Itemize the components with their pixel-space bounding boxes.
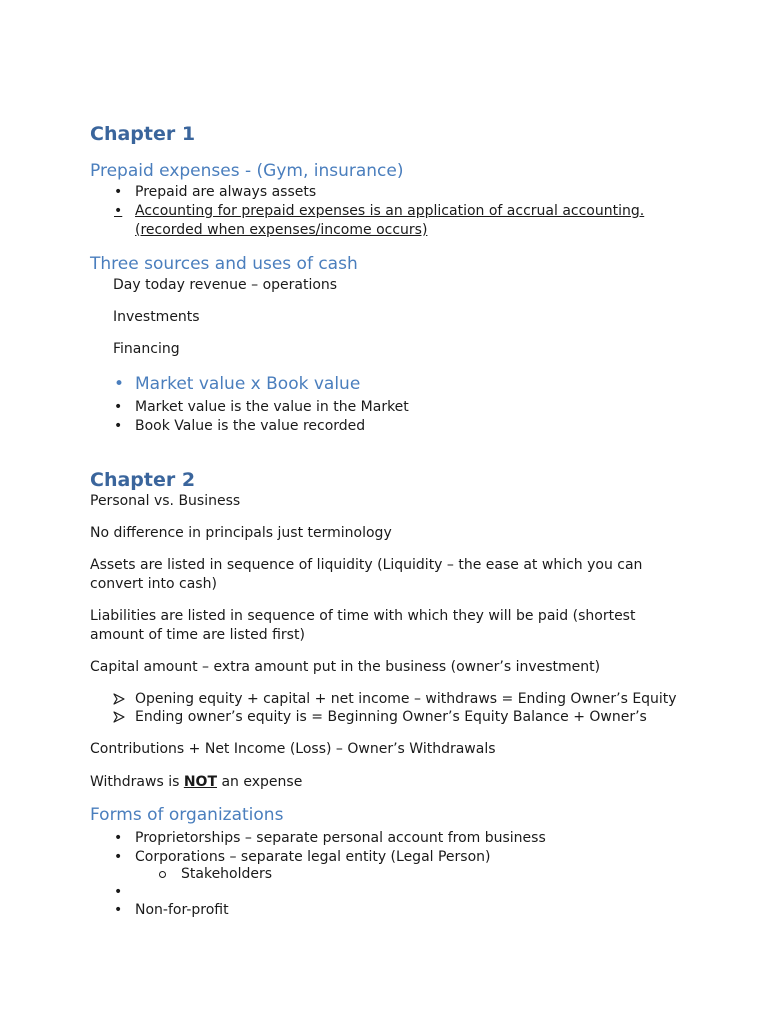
bullet: • xyxy=(114,184,123,200)
market-heading: Market value x Book value xyxy=(135,374,361,394)
arrow-bullet-icon xyxy=(113,693,125,705)
bullet: • xyxy=(114,418,123,434)
prepaid-heading: Prepaid expenses - (Gym, insurance) xyxy=(90,161,404,181)
forms-sub-item-stakeholders: Stakeholders xyxy=(181,866,273,882)
withdraws-pre: Withdraws is xyxy=(90,774,184,790)
sub-bullet-icon xyxy=(159,871,166,878)
line-assets: Assets are listed in sequence of liquidity (Liquidity – the ease at which you can xyxy=(90,557,643,573)
bullet: • xyxy=(114,203,123,219)
bullet: • xyxy=(114,849,123,865)
line-capital: Capital amount – extra amount put in the business (owner’s investment) xyxy=(90,659,601,675)
bullet: • xyxy=(114,374,125,394)
cash-heading: Three sources and uses of cash xyxy=(90,254,358,274)
bullet: • xyxy=(114,902,123,918)
bullet: • xyxy=(114,399,123,415)
forms-item-proprietorships: Proprietorships – separate personal account from business xyxy=(135,830,546,846)
prepaid-item-2-cont: (recorded when expenses/income occurs) xyxy=(135,222,428,238)
bullet: • xyxy=(114,884,123,900)
line-no-difference: No difference in principals just terminology xyxy=(90,525,392,541)
cash-line-financing: Financing xyxy=(113,341,180,357)
cash-line-investments: Investments xyxy=(113,309,200,325)
arrow-bullet-icon xyxy=(113,711,125,723)
forms-item-nonprofit: Non-for-profit xyxy=(135,902,229,918)
market-item-2: Book Value is the value recorded xyxy=(135,418,366,434)
prepaid-item-2: Accounting for prepaid expenses is an application of accrual accounting. xyxy=(135,203,645,219)
line-withdraws xyxy=(90,773,302,791)
line-personal-business: Personal vs. Business xyxy=(90,493,241,509)
equity-formula-2: Ending owner’s equity is = Beginning Owner’s Equity Balance + Owner’s xyxy=(135,709,647,725)
line-contributions: Contributions + Net Income (Loss) – Owner’s Withdrawals xyxy=(90,741,496,757)
market-item-1: Market value is the value in the Market xyxy=(135,399,409,415)
line-liabilities: Liabilities are listed in sequence of time with which they will be paid (shortest xyxy=(90,608,636,624)
withdraws-not: NOT xyxy=(183,774,218,790)
prepaid-item-1: Prepaid are always assets xyxy=(135,184,317,200)
bullet: • xyxy=(114,830,123,846)
equity-formula-1: Opening equity + capital + net income – withdraws = Ending Owner’s Equity xyxy=(135,691,677,707)
line-assets-cont: convert into cash) xyxy=(90,576,217,592)
chapter-2-title: Chapter 2 xyxy=(90,469,196,491)
cash-line-operations: Day today revenue – operations xyxy=(113,277,338,293)
chapter-1-title: Chapter 1 xyxy=(90,123,196,145)
line-liabilities-cont: amount of time are listed first) xyxy=(90,627,305,643)
forms-heading: Forms of organizations xyxy=(90,805,284,825)
withdraws-post: an expense xyxy=(217,774,303,790)
forms-item-corporations: Corporations – separate legal entity (Legal Person) xyxy=(135,849,491,865)
